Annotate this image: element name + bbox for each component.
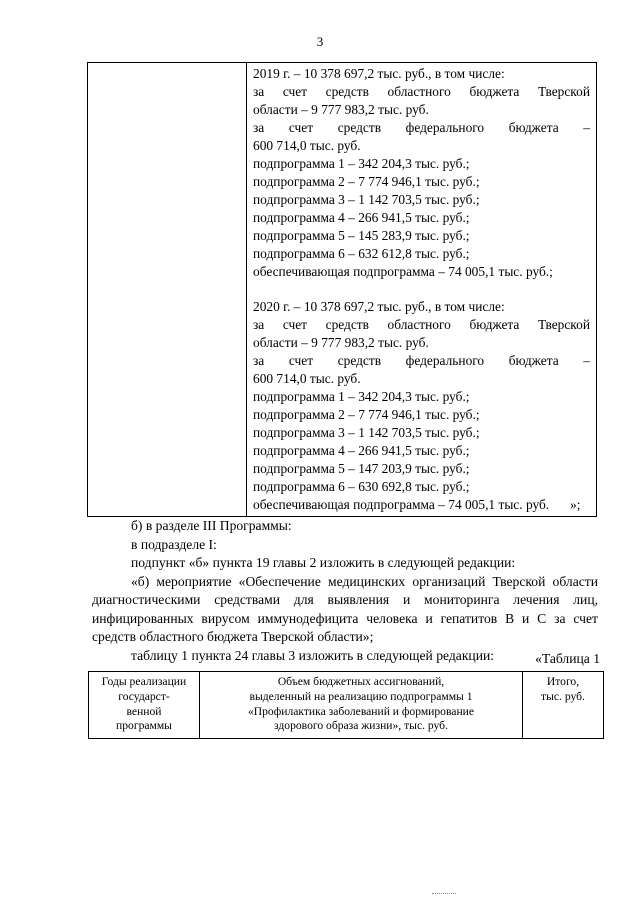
budget-table [87, 62, 597, 517]
table-header-row [89, 672, 604, 739]
budget-table-content-cell [247, 63, 597, 517]
paragraph-table-intro: таблицу 1 пункта 24 главы 3 изложить в следующей редакции: [131, 647, 495, 663]
year-2020-heading: 2020 г. – 10 378 697,2 тыс. руб., в том числе: [253, 299, 505, 314]
year-2019-subprogram-5: подпрограмма 5 – 145 283,9 тыс. руб.; [253, 228, 470, 243]
paragraph-measure-text: «б) мероприятие «Обеспечение медицинских организаций Тверской области диагностическими средствами для выявления и мониторинга лечения лиц, инфицированных вирусом иммунодефицита человека и гепатитов В и С за счет средств областного бюджета Тверской области»; [92, 573, 598, 644]
table-label: «Таблица 1 [535, 651, 600, 666]
year-2020-regional-line1: за счет средств областного бюджета Тверской [253, 317, 590, 332]
year-2020-subprogram-4: подпрограмма 4 – 266 941,5 тыс. руб.; [253, 443, 470, 458]
header-allocation [200, 672, 523, 739]
year-2019-subprogram-6: подпрограмма 6 – 632 612,8 тыс. руб.; [253, 246, 470, 261]
year-2019-subprogram-2: подпрограмма 2 – 7 774 946,1 тыс. руб.; [253, 174, 480, 189]
header-allocation-line: «Профилактика заболеваний и формирование [247, 704, 475, 718]
block-spacer [253, 281, 590, 298]
header-total-line: тыс. руб. [541, 689, 585, 703]
header-years-line: государст- [118, 689, 170, 703]
header-years [89, 672, 200, 739]
year-2020-regional-line2: области – 9 777 983,2 тыс. руб. [253, 335, 429, 350]
year-2019-subprogram-4: подпрограмма 4 – 266 941,5 тыс. руб.; [253, 210, 470, 225]
subprogram-table [88, 671, 604, 739]
amendment-text [92, 517, 598, 665]
page-number: 3 [316, 34, 324, 49]
header-allocation-line: Объем бюджетных ассигнований, [277, 675, 445, 688]
header-total [523, 672, 604, 739]
year-2019-federal-line2: 600 714,0 тыс. руб. [253, 138, 361, 153]
year-2019-subprogram-3: подпрограмма 3 – 1 142 703,5 тыс. руб.; [253, 192, 480, 207]
year-2020-support-subprogram: обеспечивающая подпрограмма – 74 005,1 тыс. руб. [253, 497, 550, 512]
paragraph-subsection-1: в подразделе I: [131, 536, 217, 552]
scan-artifact [432, 893, 456, 894]
header-years-line: Годы реализации [101, 675, 187, 688]
header-allocation-line: здорового образа жизни», тыс. руб. [274, 719, 448, 733]
year-2020-federal-line1: за счет средств федерального бюджета – [253, 353, 590, 368]
year-2020-subprogram-3: подпрограмма 3 – 1 142 703,5 тыс. руб.; [253, 425, 480, 440]
header-allocation-line: выделенный на реализацию подпрограммы 1 [249, 689, 473, 703]
closing-quote: »; [570, 497, 581, 512]
year-2019-regional-line1: за счет средств областного бюджета Тверской [253, 84, 590, 99]
year-2020-federal-line2: 600 714,0 тыс. руб. [253, 371, 361, 386]
budget-table-empty-cell [88, 63, 247, 517]
year-2019-support-subprogram: обеспечивающая подпрограмма – 74 005,1 тыс. руб.; [253, 264, 553, 279]
year-2019-federal-line1: за счет средств федерального бюджета – [253, 120, 590, 135]
year-2020-subprogram-6: подпрограмма 6 – 630 692,8 тыс. руб.; [253, 479, 470, 494]
year-2020-subprogram-2: подпрограмма 2 – 7 774 946,1 тыс. руб.; [253, 407, 480, 422]
year-2019-heading: 2019 г. – 10 378 697,2 тыс. руб., в том числе: [253, 66, 505, 81]
paragraph-section-3: б) в разделе III Программы: [131, 518, 292, 533]
header-years-line: программы [116, 719, 172, 733]
year-2020-subprogram-5: подпрограмма 5 – 147 203,9 тыс. руб.; [253, 461, 470, 476]
year-2020-subprogram-1: подпрограмма 1 – 342 204,3 тыс. руб.; [253, 389, 470, 404]
year-2019-subprogram-1: подпрограмма 1 – 342 204,3 тыс. руб.; [253, 156, 470, 171]
header-years-line: венной [126, 704, 162, 718]
year-2019-regional-line2: области – 9 777 983,2 тыс. руб. [253, 102, 429, 117]
header-total-line: Итого, [546, 675, 580, 688]
paragraph-subitem-b: подпункт «б» пункта 19 главы 2 изложить в следующей редакции: [131, 555, 516, 570]
